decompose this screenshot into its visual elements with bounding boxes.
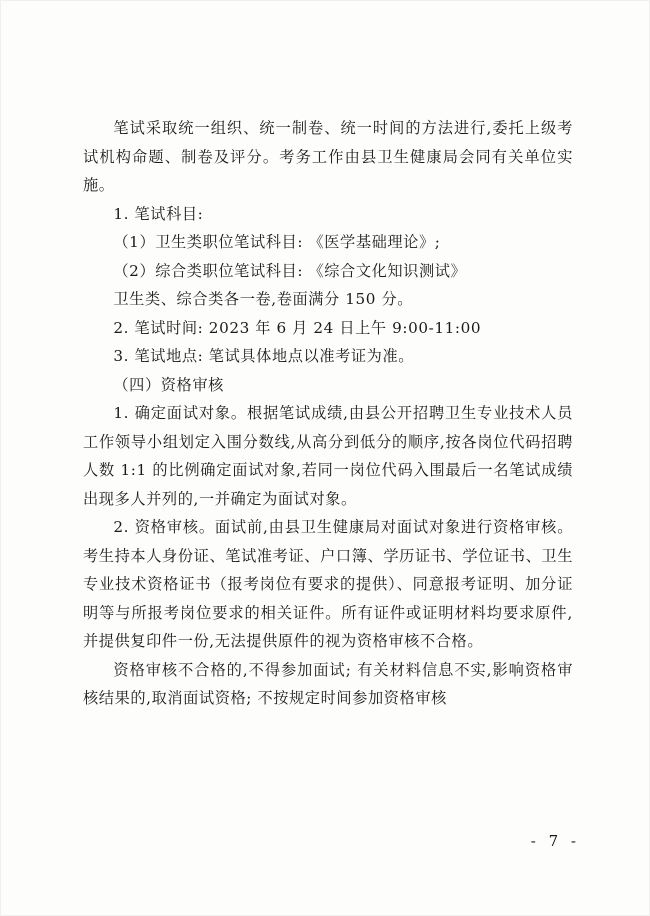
page-number: - 7 - bbox=[530, 832, 580, 850]
paragraph-exam-method: 笔试采取统一组织、统一制卷、统一时间的方法进行,委托上级考试机构命题、制卷及评分。考务工作由县卫生健康局会同有关单位实施。 bbox=[83, 119, 573, 194]
section-heading-qualification-review: （四）资格审核 bbox=[113, 375, 224, 394]
paragraph-exam-location: 3. 笔试地点: 笔试具体地点以准考证为准。 bbox=[113, 347, 415, 365]
paragraph-qualification-review: 2. 资格审核。面试前,由县卫生健康局对面试对象进行资格审核。考生持本人身份证、笔试准考证、户口簿、学历证书、学位证书、卫生专业技术资格证书（报考岗位有要求的提供）、同意报考证明、加分证明等与所报考岗位要求的相关证件。所有证件或证明材料均要求原件,并提供复印件一份,无法提供原件的视为资格审核不合格。 bbox=[83, 518, 573, 650]
paragraph-exam-time: 2. 笔试时间: 2023 年 6 月 24 日上午 9:00-11:00 bbox=[113, 318, 482, 337]
paragraph-review-failure: 资格审核不合格的,不得参加面试; 有关材料信息不实,影响资格审核结果的,取消面试资格; 不按规定时间参加资格审核 bbox=[83, 660, 573, 707]
paragraph-full-score: 卫生类、综合类各一卷,卷面满分 150 分。 bbox=[113, 290, 414, 308]
paragraph-health-subject: （1）卫生类职位笔试科目: 《医学基础理论》; bbox=[113, 233, 441, 251]
paragraph-general-subject: （2）综合类职位笔试科目: 《综合文化知识测试》 bbox=[113, 261, 467, 280]
document-body bbox=[83, 114, 573, 713]
paragraph-exam-subjects-heading: 1. 笔试科目: bbox=[113, 204, 204, 223]
paragraph-interview-candidates: 1. 确定面试对象。根据笔试成绩,由县公开招聘卫生专业技术人员工作领导小组划定入围分数线,从高分到低分的顺序,按各岗位代码招聘人数 1:1 的比例确定面试对象,若同一岗位代码入围最后一名笔试成绩出现多人并列的,一并确定为面试对象。 bbox=[83, 404, 573, 508]
